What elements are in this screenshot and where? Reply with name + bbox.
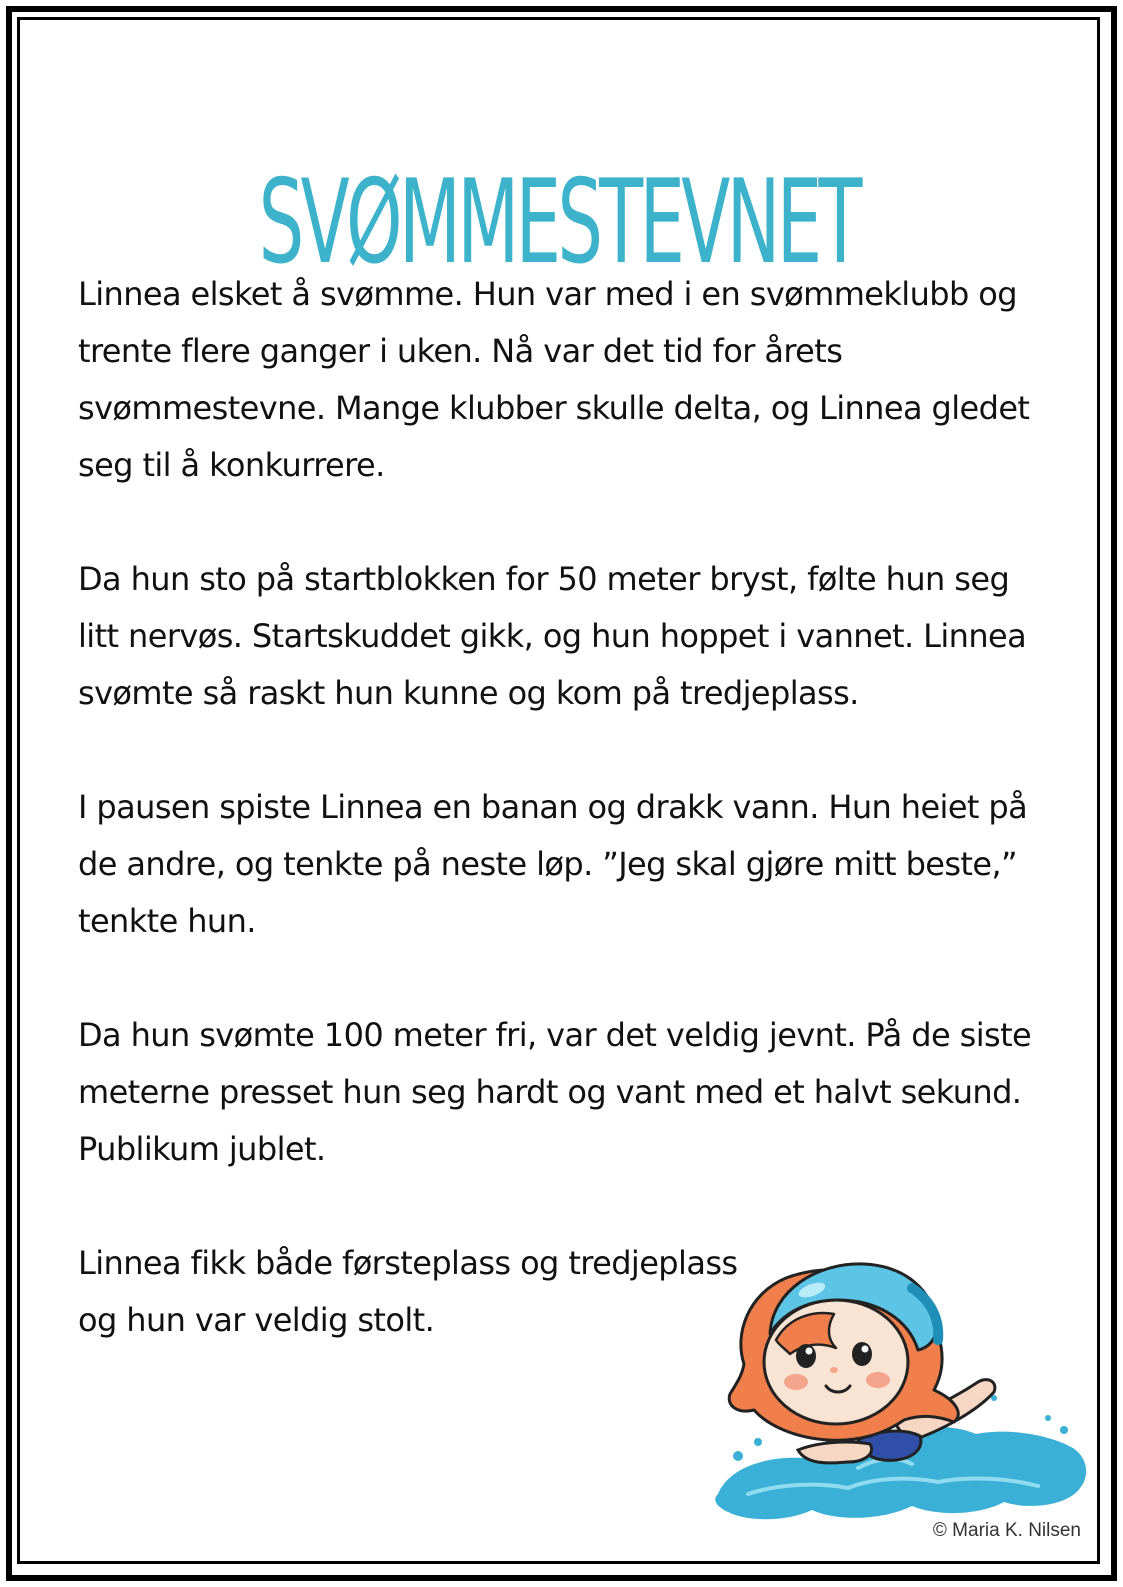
text-line: svømte så raskt hun kunne og kom på tredjeplass. (78, 674, 859, 712)
text-line: meterne presset hun seg hardt og vant med et halvt sekund. (78, 1073, 1022, 1111)
page-title: SVØMMESTEVNET (258, 154, 859, 290)
face (764, 1300, 908, 1424)
text-line: de andre, og tenkte på neste løp. ”Jeg skal gjøre mitt beste,” (78, 845, 1018, 883)
eye (796, 1344, 816, 1368)
paragraph-2 (78, 551, 1078, 722)
text-line: svømmestevne. Mange klubber skulle delta, og Linnea gledet (78, 389, 1030, 427)
text-line: Da hun sto på startblokken for 50 meter bryst, følte hun seg (78, 560, 1010, 598)
text-line: litt nervøs. Startskuddet gikk, og hun hoppet i vannet. Linnea (78, 617, 1027, 655)
paragraph-3 (78, 779, 1078, 950)
story-text (78, 266, 1078, 1406)
text-line: Publikum jublet. (78, 1130, 326, 1168)
text-line: og hun var veldig stolt. (78, 1301, 435, 1339)
copyright-notice: © Maria K. Nilsen (932, 1520, 1081, 1541)
text-line: Da hun svømte 100 meter fri, var det veldig jevnt. På de siste (78, 1016, 1032, 1054)
text-line: Linnea elsket å svømme. Hun var med i en svømmeklubb og (78, 275, 1017, 313)
paragraph-1 (78, 266, 1078, 494)
text-line: Linnea fikk både førsteplass og tredjeplass (78, 1244, 738, 1282)
text-line: tenkte hun. (78, 902, 256, 940)
text-line: seg til å konkurrere. (78, 446, 385, 484)
eye (852, 1342, 872, 1366)
paragraph-4 (78, 1007, 1078, 1178)
text-line: I pausen spiste Linnea en banan og drakk vann. Hun heiet på (78, 788, 1028, 826)
swimming-girl-illustration (708, 1244, 1090, 1534)
text-line: trente flere ganger i uken. Nå var det tid for årets (78, 332, 843, 370)
